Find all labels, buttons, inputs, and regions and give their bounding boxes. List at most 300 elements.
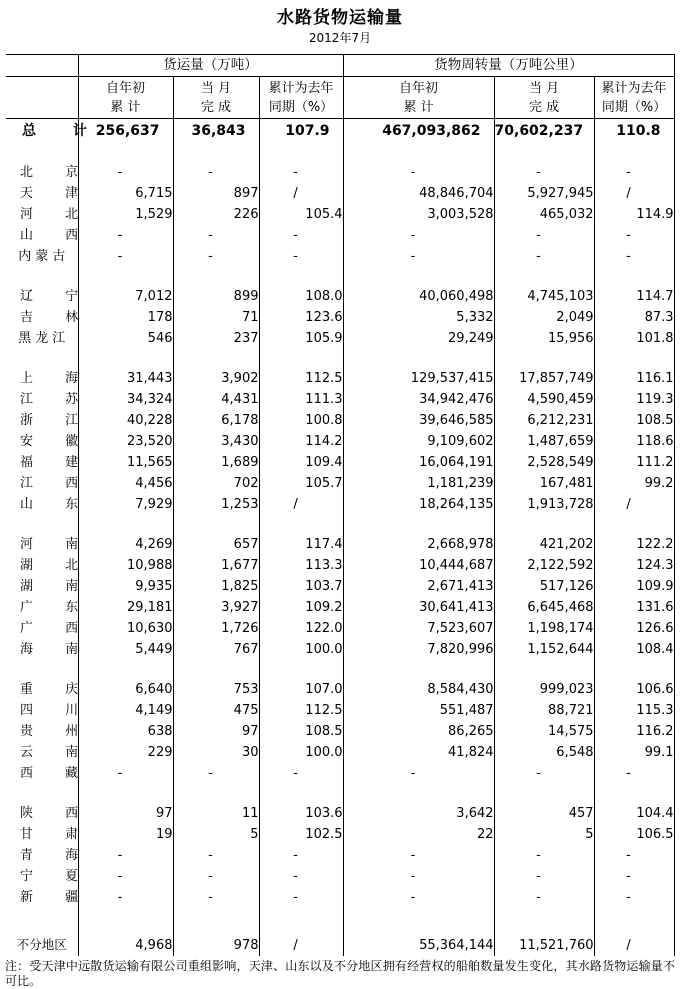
table-cell: 10,630 <box>78 618 173 639</box>
table-row <box>6 534 674 555</box>
table-cell: 113.3 <box>259 555 343 576</box>
table-cell: 899 <box>173 286 259 307</box>
table-cell: - <box>259 866 343 887</box>
row-label <box>6 307 93 328</box>
table-cell: 30 <box>173 742 259 763</box>
title-block <box>0 0 680 47</box>
row-label-text: 福 建 <box>20 455 93 470</box>
table-row <box>6 286 674 307</box>
table-cell: 5 <box>494 824 594 845</box>
table-row <box>6 431 674 452</box>
table-cell: 112.5 <box>259 700 343 721</box>
table-cell: 1,487,659 <box>494 431 594 452</box>
table-cell: 3,430 <box>173 431 259 452</box>
row-label <box>6 534 93 555</box>
table-cell: - <box>78 246 173 267</box>
table-cell: 129,537,415 <box>343 368 494 389</box>
table-row <box>6 803 674 824</box>
table-cell: - <box>78 763 173 784</box>
table-cell: - <box>343 763 494 784</box>
table-cell: 18,264,135 <box>343 494 494 515</box>
table-cell: 48,846,704 <box>343 183 494 204</box>
row-label-text: 黑龙江 <box>18 331 70 346</box>
table-cell: 117.4 <box>259 534 343 555</box>
table-cell: 123.6 <box>259 307 343 328</box>
table-cell: 421,202 <box>494 534 594 555</box>
table-cell: 104.4 <box>594 803 674 824</box>
cell-total-3: 107.9 <box>259 119 343 144</box>
table-cell: - <box>494 225 594 246</box>
table-row <box>6 763 674 784</box>
table-cell: 34,942,476 <box>343 389 494 410</box>
table-cell: 100.0 <box>259 742 343 763</box>
table-cell: - <box>173 225 259 246</box>
table-cell: 16,064,191 <box>343 452 494 473</box>
table-cell: - <box>343 246 494 267</box>
table-cell: - <box>78 845 173 866</box>
table-cell: - <box>259 246 343 267</box>
table-row <box>6 742 674 763</box>
table-cell: 1,181,239 <box>343 473 494 494</box>
row-label-text: 安 徽 <box>20 434 93 449</box>
table-cell: 2,671,413 <box>343 576 494 597</box>
table-cell: - <box>494 246 594 267</box>
table-cell: 101.8 <box>594 328 674 349</box>
header-sub-4-line1: 自年初 <box>399 80 439 96</box>
statistics-table <box>6 54 675 956</box>
table-row <box>6 204 674 225</box>
table-cell: 100.8 <box>259 410 343 431</box>
table-cell: 229 <box>78 742 173 763</box>
table-cell: / <box>594 934 674 956</box>
table-cell: 15,956 <box>494 328 594 349</box>
table-cell: 124.3 <box>594 555 674 576</box>
table-cell: 237 <box>173 328 259 349</box>
table-cell: 109.2 <box>259 597 343 618</box>
header-sub-5-line2: 完 成 <box>528 99 560 115</box>
table-cell: 178 <box>78 307 173 328</box>
table-cell: 2,528,549 <box>494 452 594 473</box>
row-label <box>6 824 93 845</box>
header-sub-1-line2: 累 计 <box>110 99 141 115</box>
table-cell: - <box>173 845 259 866</box>
table-cell: 106.6 <box>594 679 674 700</box>
row-label <box>6 700 93 721</box>
table-cell: 5 <box>173 824 259 845</box>
header-sub-2-line2: 完 成 <box>200 99 232 115</box>
table-cell: 10,444,687 <box>343 555 494 576</box>
table-cell: 14,575 <box>494 721 594 742</box>
cell-total-5: 70,602,237 <box>494 119 594 144</box>
cell-total-2: 36,843 <box>173 119 259 144</box>
row-label <box>6 555 93 576</box>
table-row <box>6 452 674 473</box>
table-row <box>6 934 674 956</box>
table-cell: - <box>78 866 173 887</box>
header-sub-3 <box>259 77 343 119</box>
row-label <box>6 452 93 473</box>
table-cell: - <box>343 866 494 887</box>
header-region-cell <box>6 77 78 119</box>
table-cell: 86,265 <box>343 721 494 742</box>
header-sub-6 <box>594 77 674 119</box>
table-cell: 103.7 <box>259 576 343 597</box>
table-cell: 3,927 <box>173 597 259 618</box>
table-cell: 978 <box>173 934 259 956</box>
table-cell: 7,012 <box>78 286 173 307</box>
table-cell: - <box>594 887 674 908</box>
table-row <box>6 639 674 660</box>
table-note: 注：受天津中远散货运输有限公司重组影响，天津、山东以及不分地区拥有经营权的船舶数量发生变化，其水路货物运输量不可比。 <box>5 959 675 988</box>
table-cell: 226 <box>173 204 259 225</box>
table-cell: 767 <box>173 639 259 660</box>
row-label <box>6 803 93 824</box>
table-cell: 30,641,413 <box>343 597 494 618</box>
row-label-text: 广 东 <box>20 600 93 615</box>
cell-total-6: 110.8 <box>594 119 674 144</box>
header-group-turnover: 货物周转量（万吨公里） <box>343 55 674 77</box>
table-cell: 6,548 <box>494 742 594 763</box>
row-label <box>6 763 93 784</box>
table-row <box>6 328 674 349</box>
table-cell: 126.6 <box>594 618 674 639</box>
table-cell: - <box>343 225 494 246</box>
row-label <box>6 473 93 494</box>
header-corner-cell <box>6 55 78 77</box>
table-cell: 5,927,945 <box>494 183 594 204</box>
table-cell: 167,481 <box>494 473 594 494</box>
header-sub-1 <box>78 77 173 119</box>
row-label <box>6 721 93 742</box>
table-cell: 109.9 <box>594 576 674 597</box>
table-cell: 22 <box>343 824 494 845</box>
table-cell: 4,745,103 <box>494 286 594 307</box>
row-label-text: 甘 肃 <box>20 827 93 842</box>
cell-total-1: 256,637 <box>78 119 173 144</box>
table-cell: - <box>494 845 594 866</box>
table-cell: 31,443 <box>78 368 173 389</box>
table-cell: 475 <box>173 700 259 721</box>
table-cell: 2,668,978 <box>343 534 494 555</box>
table-cell: 11,565 <box>78 452 173 473</box>
row-label-text: 西 藏 <box>20 766 93 781</box>
table-cell: 107.0 <box>259 679 343 700</box>
table-cell: - <box>594 763 674 784</box>
table-cell: 7,820,996 <box>343 639 494 660</box>
table-row <box>6 845 674 866</box>
group-spacer-4 <box>6 784 674 803</box>
table-cell: 4,269 <box>78 534 173 555</box>
row-label <box>6 183 93 204</box>
table-cell: 109.4 <box>259 452 343 473</box>
table-row <box>6 473 674 494</box>
table-cell: 7,929 <box>78 494 173 515</box>
table-cell: 108.5 <box>594 410 674 431</box>
table-cell: / <box>259 183 343 204</box>
table-cell: 114.7 <box>594 286 674 307</box>
table-row <box>6 866 674 887</box>
table-row <box>6 597 674 618</box>
group-spacer-5 <box>6 908 674 934</box>
row-label-text: 广 西 <box>20 621 93 636</box>
table-cell: 99.1 <box>594 742 674 763</box>
header-sub-1-line1: 自年初 <box>105 80 145 96</box>
table-cell: - <box>259 845 343 866</box>
header-sub-2-line1: 当 月 <box>200 80 232 96</box>
table-cell: 657 <box>173 534 259 555</box>
header-group-row <box>6 55 674 77</box>
row-label <box>6 679 93 700</box>
table-cell: - <box>343 162 494 183</box>
row-label <box>6 494 93 515</box>
table-row <box>6 618 674 639</box>
row-label <box>6 742 93 763</box>
table-cell: 1,529 <box>78 204 173 225</box>
table-cell: 39,646,585 <box>343 410 494 431</box>
table-cell: 7,523,607 <box>343 618 494 639</box>
row-label <box>6 246 78 267</box>
table-cell: - <box>78 162 173 183</box>
table-row <box>6 368 674 389</box>
page-subtitle: 2012年7月 <box>308 31 372 45</box>
table-cell: - <box>494 162 594 183</box>
table-cell: - <box>494 887 594 908</box>
row-label-text: 河 南 <box>20 537 93 552</box>
table-cell: 11 <box>173 803 259 824</box>
row-label-text: 山 西 <box>20 228 93 243</box>
row-label-text: 内蒙古 <box>18 249 70 264</box>
table-row <box>6 410 674 431</box>
table-cell: - <box>173 246 259 267</box>
table-cell: 87.3 <box>594 307 674 328</box>
table-row <box>6 162 674 183</box>
table-row <box>6 246 674 267</box>
table-cell: 4,968 <box>78 934 173 956</box>
table-cell: 9,935 <box>78 576 173 597</box>
table-cell: 114.2 <box>259 431 343 452</box>
table-cell: / <box>259 934 343 956</box>
table-row <box>6 576 674 597</box>
table-row <box>6 389 674 410</box>
table-row <box>6 307 674 328</box>
table-cell: 9,109,602 <box>343 431 494 452</box>
table-row <box>6 700 674 721</box>
table-cell: 40,228 <box>78 410 173 431</box>
header-sub-5 <box>494 77 594 119</box>
table-cell: 6,178 <box>173 410 259 431</box>
table-row <box>6 721 674 742</box>
row-label-text: 陕 西 <box>20 806 93 821</box>
row-label-text: 上 海 <box>20 371 93 386</box>
table-cell: 3,642 <box>343 803 494 824</box>
group-spacer-0 <box>6 267 674 286</box>
table-cell: 4,456 <box>78 473 173 494</box>
header-sub-4 <box>343 77 494 119</box>
header-sub-6-line2: 同期（%） <box>601 99 667 115</box>
table-cell: 108.5 <box>259 721 343 742</box>
table-cell: 100.0 <box>259 639 343 660</box>
table-cell: 108.4 <box>594 639 674 660</box>
table-cell: 115.3 <box>594 700 674 721</box>
page-title: 水路货物运输量 <box>277 8 403 28</box>
row-label-text: 辽 宁 <box>20 289 93 304</box>
table-cell: - <box>173 866 259 887</box>
table-cell: 88,721 <box>494 700 594 721</box>
row-label <box>6 934 78 956</box>
table-cell: 2,049 <box>494 307 594 328</box>
table-cell: 97 <box>78 803 173 824</box>
table-cell: 102.5 <box>259 824 343 845</box>
table-cell: 753 <box>173 679 259 700</box>
table-cell: - <box>494 866 594 887</box>
table-row-total <box>6 119 674 144</box>
row-label-text: 河 北 <box>20 207 93 222</box>
table-cell: 638 <box>78 721 173 742</box>
table-cell: - <box>594 866 674 887</box>
table-row <box>6 555 674 576</box>
table-cell: 2,122,592 <box>494 555 594 576</box>
row-label <box>6 286 93 307</box>
row-label-text: 江 苏 <box>20 392 93 407</box>
table-cell: - <box>594 162 674 183</box>
table-cell: 6,640 <box>78 679 173 700</box>
row-label-text: 山 东 <box>20 497 93 512</box>
table-cell: 5,332 <box>343 307 494 328</box>
table-cell: 11,521,760 <box>494 934 594 956</box>
row-label <box>6 597 93 618</box>
table-cell: - <box>259 162 343 183</box>
table-cell: 34,324 <box>78 389 173 410</box>
table-cell: 111.2 <box>594 452 674 473</box>
table-cell: 71 <box>173 307 259 328</box>
table-cell: 116.1 <box>594 368 674 389</box>
header-sub-3-line2: 同期（%） <box>268 99 334 115</box>
table-cell: 112.5 <box>259 368 343 389</box>
row-label <box>6 368 93 389</box>
header-group-freight-volume: 货运量（万吨） <box>78 55 343 77</box>
table-cell: 1,152,644 <box>494 639 594 660</box>
table-cell: - <box>494 763 594 784</box>
row-label <box>6 204 93 225</box>
table-cell: 99.2 <box>594 473 674 494</box>
table-cell: 97 <box>173 721 259 742</box>
spacer-after-total <box>6 143 674 162</box>
row-label <box>6 639 93 660</box>
table-cell: 3,003,528 <box>343 204 494 225</box>
row-label <box>6 618 93 639</box>
table-cell: 546 <box>78 328 173 349</box>
table-cell: - <box>259 887 343 908</box>
table-cell: - <box>78 225 173 246</box>
table-cell: 702 <box>173 473 259 494</box>
table-cell: 1,677 <box>173 555 259 576</box>
table-cell: 111.3 <box>259 389 343 410</box>
table-cell: 23,520 <box>78 431 173 452</box>
row-label <box>6 576 93 597</box>
table-cell: 108.0 <box>259 286 343 307</box>
table-cell: 29,181 <box>78 597 173 618</box>
table-cell: 1,913,728 <box>494 494 594 515</box>
row-label-text: 北 京 <box>20 165 93 180</box>
table-cell: 41,824 <box>343 742 494 763</box>
header-sub-3-line1: 累计为去年 <box>268 80 334 96</box>
table-cell: 122.2 <box>594 534 674 555</box>
row-label-text: 湖 北 <box>20 558 93 573</box>
table-cell: - <box>259 225 343 246</box>
table-row <box>6 679 674 700</box>
table-cell: - <box>173 763 259 784</box>
table-cell: - <box>173 162 259 183</box>
table-cell: 8,584,430 <box>343 679 494 700</box>
cell-total-4: 467,093,862 <box>343 119 494 144</box>
table-cell: 1,253 <box>173 494 259 515</box>
table-row <box>6 183 674 204</box>
row-label <box>6 162 93 183</box>
header-sub-4-line2: 累 计 <box>403 99 434 115</box>
row-label <box>6 866 93 887</box>
row-label <box>6 225 93 246</box>
table-cell: - <box>343 887 494 908</box>
table-cell: 105.7 <box>259 473 343 494</box>
table-cell: 4,431 <box>173 389 259 410</box>
table-cell: 105.4 <box>259 204 343 225</box>
row-label-text: 云 南 <box>20 745 93 760</box>
row-label-text: 江 西 <box>20 476 93 491</box>
table-cell: 457 <box>494 803 594 824</box>
header-sub-row <box>6 77 674 119</box>
row-label-text: 新 疆 <box>20 890 93 905</box>
row-label <box>6 431 93 452</box>
table-cell: - <box>594 845 674 866</box>
row-label <box>6 119 103 144</box>
table-cell: 114.9 <box>594 204 674 225</box>
table-cell: 116.2 <box>594 721 674 742</box>
table-cell: 551,487 <box>343 700 494 721</box>
row-label <box>6 887 93 908</box>
row-label-text: 吉 林 <box>20 310 93 325</box>
group-spacer-2 <box>6 515 674 534</box>
table-cell: 105.9 <box>259 328 343 349</box>
table-cell: 19 <box>78 824 173 845</box>
group-spacer-3 <box>6 660 674 679</box>
table-cell: 1,198,174 <box>494 618 594 639</box>
table-cell: 1,726 <box>173 618 259 639</box>
table-cell: 5,449 <box>78 639 173 660</box>
table-cell: 131.6 <box>594 597 674 618</box>
row-label-text: 浙 江 <box>20 413 93 428</box>
table-cell: 1,825 <box>173 576 259 597</box>
table-cell: 103.6 <box>259 803 343 824</box>
table-cell: 6,715 <box>78 183 173 204</box>
table-row <box>6 824 674 845</box>
table-cell: 6,645,468 <box>494 597 594 618</box>
row-label-text: 湖 南 <box>20 579 93 594</box>
row-label-text: 青 海 <box>20 848 93 863</box>
row-label-text: 总 计 <box>22 123 103 139</box>
row-label-text: 海 南 <box>20 642 93 657</box>
row-label-text: 天 津 <box>20 186 93 201</box>
row-label <box>6 328 78 349</box>
table-cell: 122.0 <box>259 618 343 639</box>
table-cell: - <box>594 246 674 267</box>
table-cell: 119.3 <box>594 389 674 410</box>
table-cell: 465,032 <box>494 204 594 225</box>
table-row <box>6 887 674 908</box>
header-sub-2 <box>173 77 259 119</box>
table-cell: 4,590,459 <box>494 389 594 410</box>
row-label <box>6 389 93 410</box>
table-cell: - <box>259 763 343 784</box>
